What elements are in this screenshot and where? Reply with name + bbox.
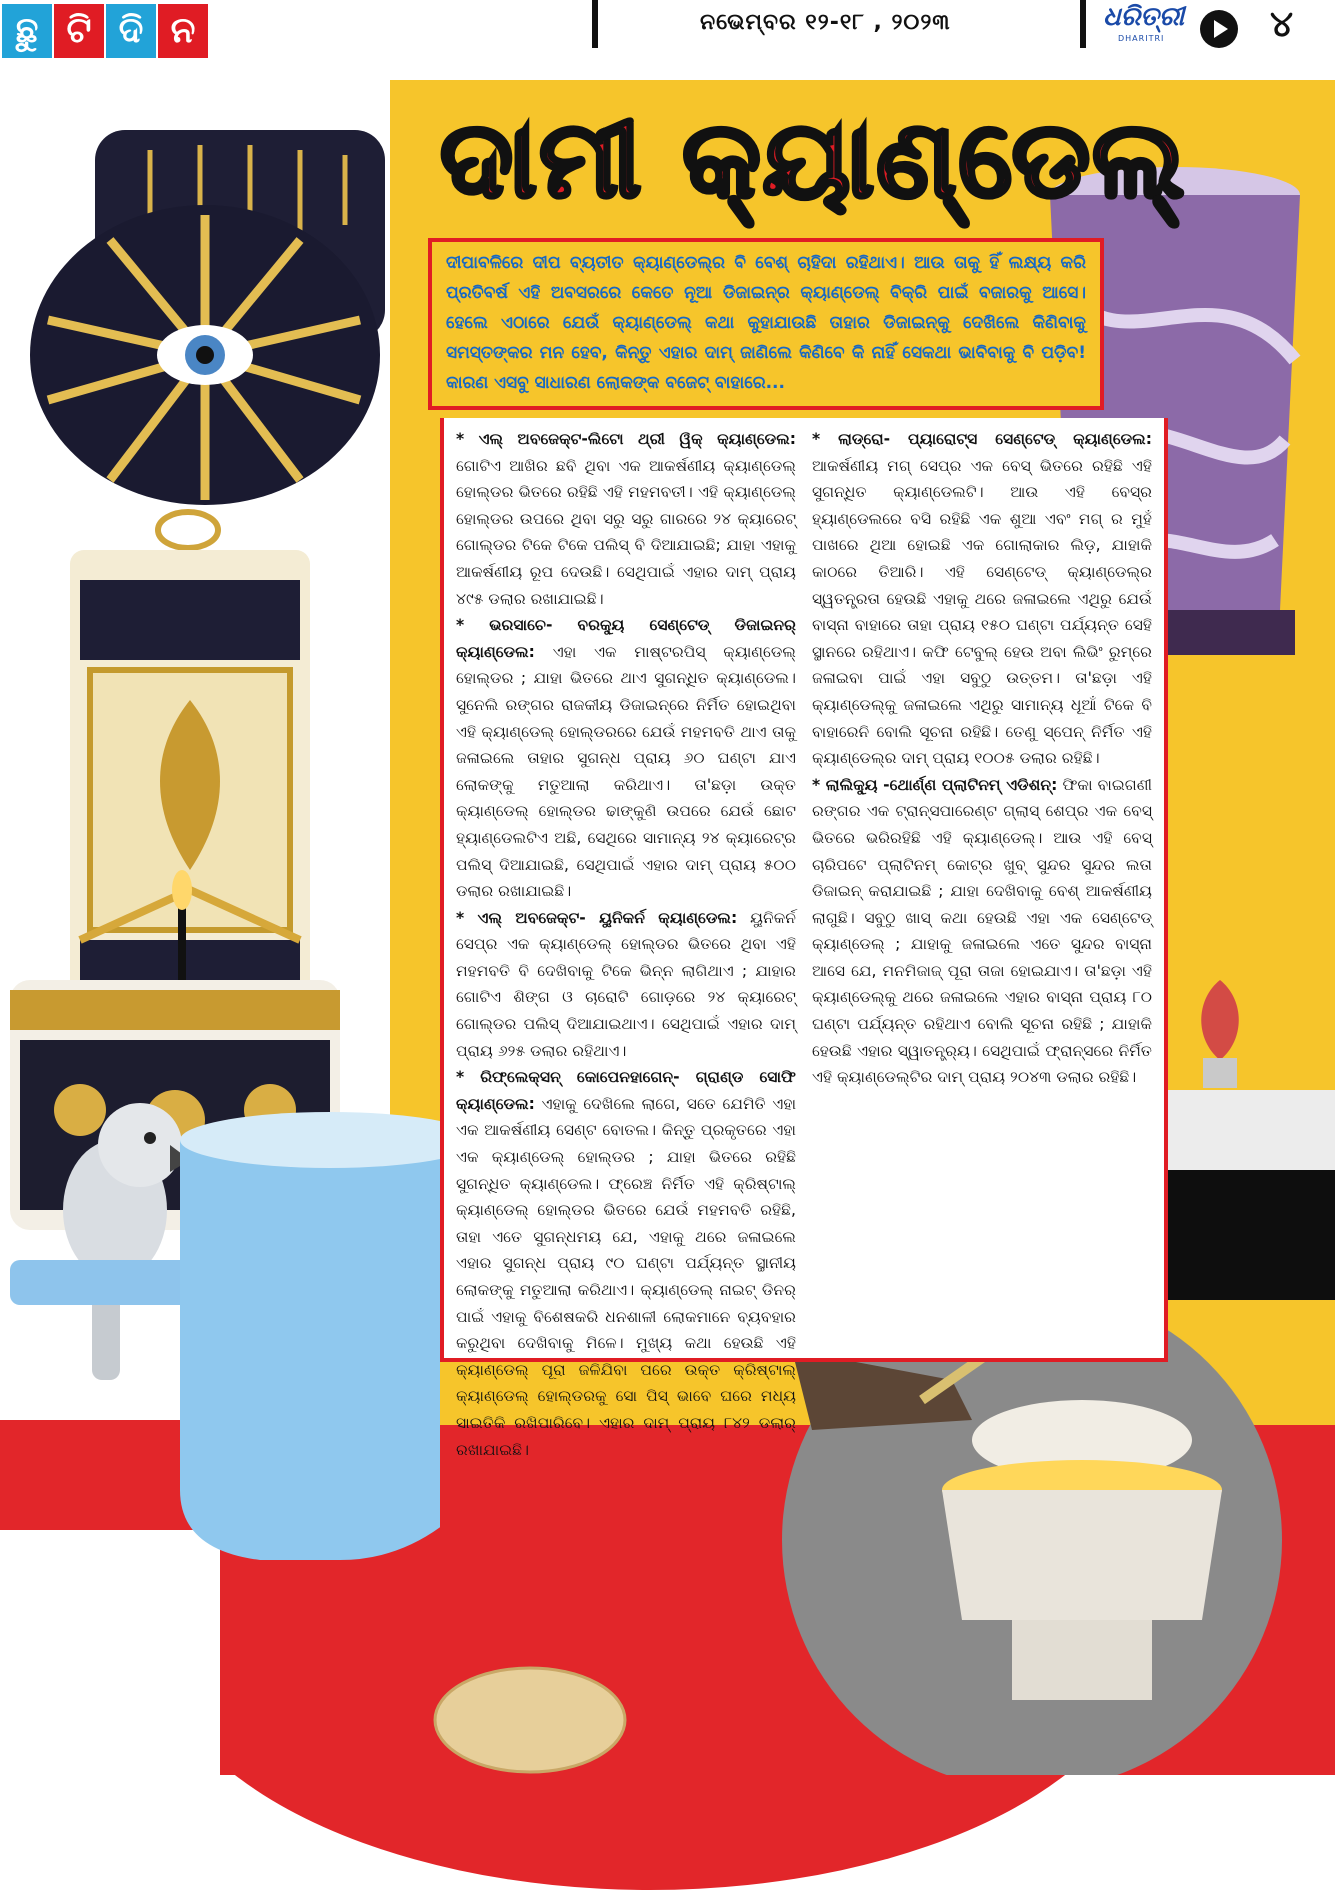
section-tile: ଟି — [54, 4, 104, 58]
item-paragraph — [456, 612, 796, 905]
left-illustrations — [0, 110, 440, 1570]
page-number: ୪ — [1270, 4, 1294, 45]
section-tile: ଦି — [106, 4, 156, 58]
item-body: ଏହା ଏକ ମାଷ୍ଟରପିସ୍ କ୍ୟାଣ୍ଡେଲ୍ ହୋଲ୍ଡର ; ଯାହା ଭିତରେ ଥାଏ ସୁଗନ୍ଧିତ କ୍ୟାଣ୍ଡେଲ। ସୁନେଲି ରଙ୍ଗର ରାଜକୀୟ ଡିଜାଇନ୍ରେ ନିର୍ମିତ ହୋଇଥିବା ଏହି କ୍ୟାଣ୍ଡେଲ୍ ହୋଲ୍ଡରରେ ଯେଉଁ ମହମବତି ଥାଏ ତାକୁ ଜଳାଇଲେ ତାହାର ସୁଗନ୍ଧ ପ୍ରାୟ ୬୦ ଘଣ୍ଟା ଯାଏ ଲୋକଙ୍କୁ ମତୁଆଲା କରିଥାଏ। ତା'ଛଡ଼ା ଉକ୍ତ କ୍ୟାଣ୍ଡେଲ୍ ହୋଲ୍ଡର ଢାଙ୍କୁଣି ଉପରେ ଯେଉଁ ଛୋଟ ହ୍ୟାଣ୍ଡେଲଟିଏ ଅଛି, ସେଥିରେ ସାମାନ୍ୟ ୨୪ କ୍ୟାରେଟ୍ର ପଲିସ୍ ଦିଆଯାଇଛି, ସେଥିପାଇଁ ଏହାର ଦାମ୍ ପ୍ରାୟ ୫୦୦ ଡଲାର ରଖାଯାଇଛି। — [456, 642, 796, 901]
intro-text: ଦୀପାବଳିରେ ଦୀପ ବ୍ୟତୀତ କ୍ୟାଣ୍ଡେଲ୍ର ବି ବେଶ୍ ଚାହିଦା ରହିଥାଏ। ଆଉ ତାକୁ ହିଁ ଲକ୍ଷ୍ୟ କରି ପ୍ରତିବର୍ଷ ଏହି ଅବସରରେ କେତେ ନୂଆ ଡିଜାଇନ୍ର କ୍ୟାଣ୍ଡେଲ୍ ବିକ୍ରି ପାଇଁ ବଜାରକୁ ଆସେ। ହେଲେ ଏଠାରେ ଯେଉଁ କ୍ୟାଣ୍ଡେଲ୍ କଥା କୁହାଯାଉଛି ତାହାର ଡିଜାଇନ୍କୁ ଦେଖିଲେ କିଣିବାକୁ ସମସ୍ତଙ୍କର ମନ ହେବ, କିନ୍ତୁ ଏହାର ଦାମ୍ ଜାଣିଲେ କିଣିବେ କି ନାହିଁ ସେକଥା ଭାବିବାକୁ ବି ପଡ଼ିବ! କାରଣ ଏସବୁ ସାଧାରଣ ଲୋକଙ୍କ ବଜେଟ୍ ବାହାରେ... — [446, 253, 1086, 393]
item-body: ୟୁନିକର୍ନ ସେପ୍ର ଏକ କ୍ୟାଣ୍ଡେଲ୍ ହୋଲ୍ଡର ଭିତରେ ଥିବା ଏହି ମହମବତି ବି ଦେଖିବାକୁ ଟିକେ ଭିନ୍ନ ଲାଗିଥାଏ ; ଯାହାର ଗୋଟିଏ ଶିଙ୍ଗ ଓ ଚାରୋଟି ଗୋଡ଼ରେ ୨୪ କ୍ୟାରେଟ୍ ଗୋଲ୍ଡର ପଲିସ୍ ଦିଆଯାଇଥାଏ। ସେଥିପାଇଁ ଏହାର ଦାମ୍ ପ୍ରାୟ ୬୨୫ ଡଲାର ରହିଥାଏ। — [456, 908, 796, 1060]
item-paragraph — [456, 905, 796, 1065]
play-icon — [1200, 10, 1238, 48]
section-tile: ନ — [158, 4, 208, 58]
article-headline: ଦାମୀ କ୍ୟାଣ୍ଡେଲ୍ — [440, 98, 1187, 221]
wooden-lid-icon — [430, 1660, 630, 1775]
article-column-2 — [812, 426, 1152, 1091]
item-body: ଫିକା ବାଇଗଣୀ ରଙ୍ଗର ଏକ ଟ୍ରାନ୍ସପାରେଣ୍ଟ ଗ୍ଲାସ୍ ଶେପ୍ର ଏକ ବେସ୍ ଭିତରେ ଭରିରହିଛି ଏହି କ୍ୟାଣ୍ଡେଲ୍। ଆଉ ଏହି ବେସ୍ ଚାରିପଟେ ପ୍ଲାଟିନମ୍ କୋଟ୍ର ଖୁବ୍ ସୁନ୍ଦର ସୁନ୍ଦର ଲତା ଡିଜାଇନ୍ କରାଯାଇଛି ; ଯାହା ଦେଖିବାକୁ ବେଶ୍ ଆକର୍ଷଣୀୟ ଲାଗୁଛି। ସବୁଠୁ ଖାସ୍ କଥା ହେଉଛି ଏହା ଏକ ସେଣ୍ଟେଡ୍ କ୍ୟାଣ୍ଡେଲ୍ ; ଯାହାକୁ ଜଳାଇଲେ ଏତେ ସୁନ୍ଦର ବାସ୍ନା ଆସେ ଯେ, ମନମିଜାଜ୍ ପୂରା ତାଜା ହୋଇଯାଏ। ତା'ଛଡ଼ା ଏହି କ୍ୟାଣ୍ଡେଲ୍କୁ ଥରେ ଜଳାଇଲେ ଏହାର ବାସ୍ନା ପ୍ରାୟ ୮୦ ଘଣ୍ଟା ପର୍ଯ୍ୟନ୍ତ ରହିଥାଏ ବୋଲି ସୂଚନା ରହିଛି ; ଯାହାକି ହେଉଛି ଏହାର ସ୍ୱାତନ୍ତ୍ର୍ୟ। ସେଥିପାଇଁ ଫ୍ରାନ୍ସରେ ନିର୍ମିତ ଏହି କ୍ୟାଣ୍ଡେଲ୍ଟିର ଦାମ୍ ପ୍ରାୟ ୨୦୪୩ ଡଲାର ରହିଛି। — [812, 775, 1152, 1087]
item-paragraph — [812, 426, 1152, 772]
item-paragraph — [456, 1064, 796, 1463]
item-heading: * ଭରସାଚେ- ବରକ୍ୟୁ ସେଣ୍ଟେଡ୍ ଡିଜାଇନର୍ କ୍ୟାଣ୍ଡେଲ: — [456, 616, 796, 661]
eye-candle-jar-icon — [30, 130, 385, 505]
item-paragraph — [812, 772, 1152, 1091]
white-lid-candle-icon — [782, 1290, 1282, 1775]
item-heading: * ଏଲ୍ ଅବଜେକ୍ଟ-ଲିଟୋ ଥ୍ରୀ ୱିକ୍ କ୍ୟାଣ୍ଡେଲ: — [456, 430, 796, 448]
masthead-divider — [1080, 0, 1086, 48]
masthead-divider — [592, 0, 598, 48]
brand-logo-sub: DHARITRI — [1118, 34, 1165, 43]
section-tile: ଛୁ — [2, 4, 52, 58]
item-paragraph — [456, 426, 796, 612]
article-column-1 — [456, 426, 796, 1463]
item-body: ଏହାକୁ ଦେଖିଲେ ଲାଗେ, ସତେ ଯେମିତି ଏହା ଏକ ଆକର୍ଷଣୀୟ ସେଣ୍ଟ ବୋତଲ। କିନ୍ତୁ ପ୍ରକୃତରେ ଏହା ଏକ କ୍ୟାଣ୍ଡେଲ୍ ହୋଲ୍ଡର ; ଯାହା ଭିତରେ ରହିଛି ସୁଗନ୍ଧିତ କ୍ୟାଣ୍ଡେଲ। ଫ୍ରେଞ୍ଚ ନିର୍ମିତ ଏହି କ୍ରିଷ୍ଟାଲ୍ କ୍ୟାଣ୍ଡେଲ୍ ହୋଲ୍ଡର ଭିତରେ ଯେଉଁ ମହମବତି ରହିଛି, ତାହା ଏତେ ସୁଗନ୍ଧମୟ ଯେ, ଏହାକୁ ଥରେ ଜଳାଇଲେ ଏହାର ସୁଗନ୍ଧ ପ୍ରାୟ ୯୦ ଘଣ୍ଟା ପର୍ଯ୍ୟନ୍ତ ସ୍ଥାନୀୟ ଲୋକଙ୍କୁ ମତୁଆଲା କରିଥାଏ। କ୍ୟାଣ୍ଡେଲ୍ ନାଇଟ୍ ଡିନର୍ ପାଇଁ ଏହାକୁ ବିଶେଷକରି ଧନଶାଳୀ ଲୋକମାନେ ବ୍ୟବହାର କରୁଥିବା ଦେଖିବାକୁ ମିଳେ। ମୁଖ୍ୟ କଥା ହେଉଛି ଏହି କ୍ୟାଣ୍ଡେଲ୍ ପୂରା ଜଳିଯିବା ପରେ ଉକ୍ତ କ୍ରିଷ୍ଟାଲ୍ କ୍ୟାଣ୍ଡେଲ୍ ହୋଲ୍ଡରକୁ ସୋ ପିସ୍ ଭାବେ ଘରେ ମଧ୍ୟ ସାଇତିକି ରଖିପାରିବେ। ଏହାର ଦାମ୍ ପ୍ରାୟ ୮୪୨ ଡଲାର୍ ରଖାଯାଇଛି। — [456, 1094, 796, 1459]
item-body: ଆକର୍ଷଣୀୟ ମଗ୍ ସେପ୍ର ଏକ ବେସ୍ ଭିତରେ ରହିଛି ଏହି ସୁଗନ୍ଧିତ କ୍ୟାଣ୍ଡେଲଟି। ଆଉ ଏହି ବେସ୍ର ହ୍ୟାଣ୍ଡେଲରେ ବସି ରହିଛି ଏକ ଶୁଆ ଏବଂ ମଗ୍ ର ମୁହଁ ପାଖରେ ଥିଆ ହୋଇଛି ଏକ ଗୋଲାକାର ଲିଡ଼, ଯାହାକି କାଠରେ ତିଆରି। ଏହି ସେଣ୍ଟେଡ୍ କ୍ୟାଣ୍ଡେଲ୍ର ସ୍ୱତନ୍ତ୍ରତା ହେଉଛି ଏହାକୁ ଥରେ ଜଳାଇଲେ ଏଥିରୁ ଯେଉଁ ବାସ୍ନା ବାହାରେ ତାହା ପ୍ରାୟ ୧୫୦ ଘଣ୍ଟା ପର୍ଯ୍ୟନ୍ତ ସେହି ସ୍ଥାନରେ ରହିଥାଏ। କଫି ଟେବୁଲ୍ ହେଉ ଅବା ଲିଭିଂ ରୁମ୍ରେ ଜଳାଇବା ପାଇଁ ଏହା ସବୁଠୁ ଉତ୍ତମ। ତା'ଛଡ଼ା ଏହି କ୍ୟାଣ୍ଡେଲ୍କୁ ଜଳାଇଲେ ଏଥିରୁ ସାମାନ୍ୟ ଧୂଆଁ ଟିକେ ବି ବାହାରେନି ବୋଲି ସୂଚନା ରହିଛି। ତେଣୁ ସ୍ପେନ୍ ନିର୍ମିତ ଏହି କ୍ୟାଣ୍ଡେଲ୍ର ଦାମ୍ ପ୍ରାୟ ୧୦୦୫ ଡଲାର ରହିଛି। — [812, 456, 1152, 768]
issue-date: ନଭେମ୍ବର ୧୨-୧୮ , ୨୦୨୩ — [700, 10, 951, 35]
item-heading: * ଲାଡ୍ରୋ- ପ୍ୟାରୋଟ୍ସ ସେଣ୍ଟେଡ୍ କ୍ୟାଣ୍ଡେଲ: — [812, 430, 1152, 448]
article-body — [440, 418, 1168, 1459]
item-heading: * ରିଫ୍ଲେକ୍ସନ୍ କୋପେନହାଗେନ୍- ଗ୍ରାଣ୍ଡ ସୋଫି କ୍ୟାଣ୍ଡେଲ: — [456, 1068, 796, 1113]
item-body: ଗୋଟିଏ ଆଖିର ଛବି ଥିବା ଏକ ଆକର୍ଷଣୀୟ କ୍ୟାଣ୍ଡେଲ୍ ହୋଲ୍ଡର ଭିତରେ ରହିଛି ଏହି ମହମବତୀ। ଏହି କ୍ୟାଣ୍ଡେଲ୍ ହୋଲ୍ଡର ଉପରେ ଥିବା ସରୁ ସରୁ ଗାରରେ ୨୪ କ୍ୟାରେଟ୍ ଗୋଲ୍ଡର ଟିକେ ଟିକେ ପଲିସ୍ ବି ଦିଆଯାଇଛି; ଯାହା ଏହାକୁ ଆକର୍ଷଣୀୟ ରୂପ ଦେଉଛି। ସେଥିପାଇଁ ଏହାର ଦାମ୍ ପ୍ରାୟ ୪୯୫ ଡଲାର ରଖାଯାଇଛି। — [456, 456, 796, 608]
brand-logo: ଧରିତ୍ରୀ — [1103, 2, 1185, 32]
gold-baroque-candle-icon — [70, 512, 310, 1030]
masthead — [0, 0, 1335, 62]
item-heading: * ଲାଲିକ୍ୟୁ -ଥୋର୍ଣ୍ଣ ପ୍ଲାଟିନମ୍ ଏଡିଶନ୍: — [812, 775, 1058, 794]
intro-panel — [428, 238, 1104, 410]
item-heading: * ଏଲ୍ ଅବଜେକ୍ଟ- ୟୁନିକର୍ନ କ୍ୟାଣ୍ଡେଲ: — [456, 908, 738, 927]
